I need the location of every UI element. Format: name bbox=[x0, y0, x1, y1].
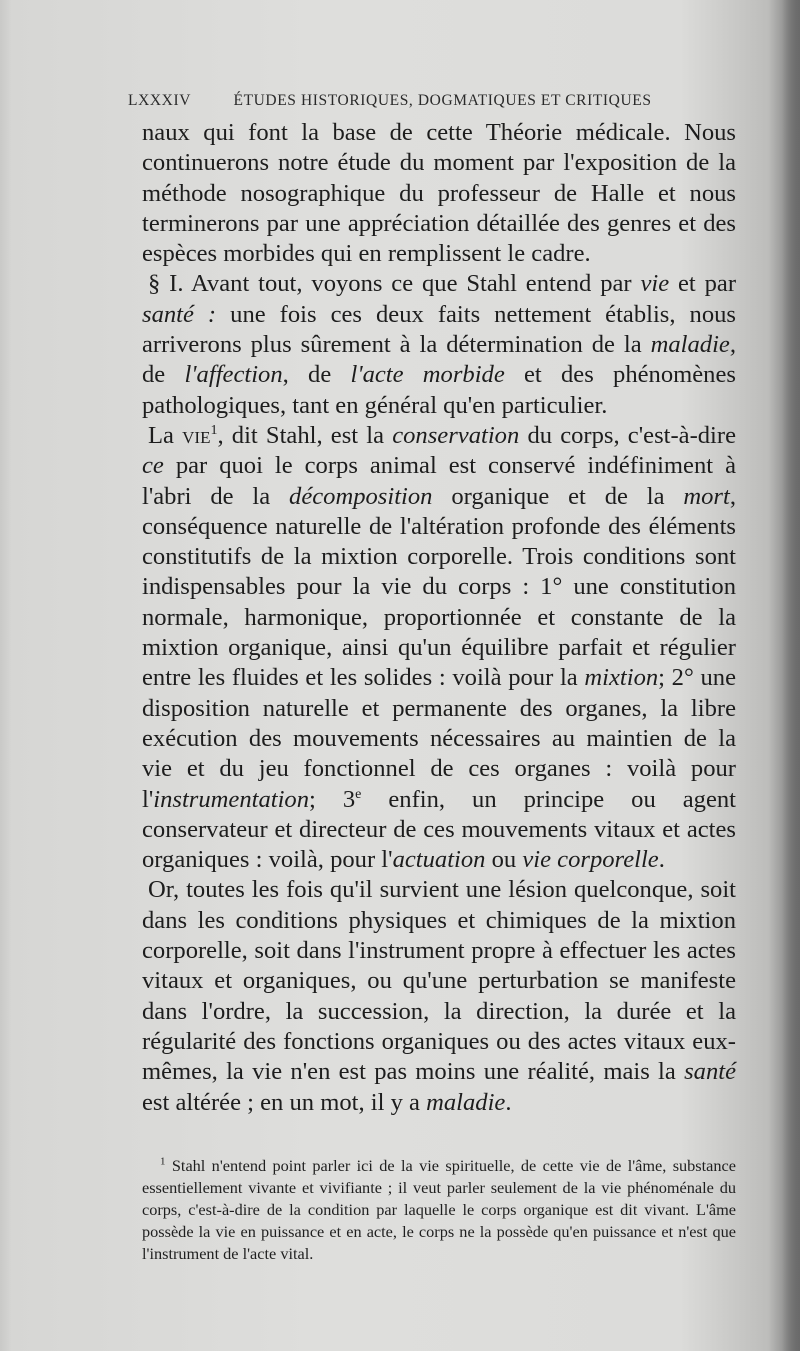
footnote-ref: 1 bbox=[210, 422, 218, 438]
italic-term: ce bbox=[142, 452, 164, 480]
footnote bbox=[142, 1155, 736, 1265]
italic-term: santé bbox=[684, 1058, 736, 1086]
text-segment: , dit Stahl, est la bbox=[217, 421, 393, 449]
footnote-mark: 1 bbox=[160, 1155, 166, 1168]
page-folio: LXXXIV bbox=[128, 92, 192, 109]
running-header bbox=[128, 92, 738, 110]
italic-term: décomposition bbox=[289, 482, 433, 510]
paragraph-2 bbox=[142, 269, 736, 420]
text-segment: et par bbox=[669, 270, 737, 298]
text-segment: et des phénomènes pathologiques, tant en général qu'en particulier. bbox=[142, 361, 736, 419]
italic-term: vie corporelle bbox=[522, 846, 659, 874]
text-segment: par quoi le corps animal est conservé indéfiniment à l'abri de la bbox=[142, 452, 736, 510]
text-segment: La bbox=[148, 421, 183, 449]
text-segment: de bbox=[142, 361, 185, 389]
italic-term: maladie, bbox=[650, 331, 736, 359]
italic-term: actuation bbox=[392, 846, 486, 874]
text-segment: ou bbox=[485, 846, 523, 874]
text-segment: est altérée ; en un mot, il y a bbox=[142, 1088, 427, 1116]
italic-term: santé : bbox=[142, 300, 217, 328]
italic-term: l'acte morbide bbox=[350, 361, 505, 389]
main-text bbox=[142, 118, 736, 1118]
ordinal-suffix: e bbox=[355, 786, 362, 802]
text-segment: organique et de la bbox=[432, 482, 684, 510]
footnote-body: Stahl n'entend point parler ici de la vie spirituelle, de cette vie de l'âme, substance essentiellement vivante et vivifiante ; il veut parler seulement de la vie phénoménale du corps, c'est-à-dire de la condition par laquelle le corps organique est dit vivant. L'âme possède la vie en puissance et en acte, le corps ne la possède qu'en puissance et n'est que l'instrument de l'acte vital. bbox=[142, 1156, 736, 1263]
paragraph-3 bbox=[142, 421, 736, 875]
italic-term: mort bbox=[683, 482, 730, 510]
paragraph-4 bbox=[142, 875, 736, 1117]
text-segment: une fois ces deux faits nettement établis, nous arriverons plus sûrement à la détermination de la bbox=[142, 300, 736, 359]
smallcaps-term: vie bbox=[182, 421, 211, 449]
text-segment: , conséquence naturelle de l'altération profonde des éléments constitutifs de la mixtion corporelle. Trois conditions sont indispensables pour la vie du corps : 1° une constitution normale, harmonique, proportionnée et constante de la mixtion organique, ainsi qu'un équilibre parfait et régulier entre les fluides et les solides : voilà pour la bbox=[142, 482, 736, 692]
italic-term: maladie bbox=[426, 1088, 506, 1116]
text-segment: Or, toutes les fois qu'il survient une lésion quelconque, soit dans les conditions physiques et chimiques de la mixtion corporelle, soit dans l'instrument propre à effectuer les actes vitaux et organiques, ou qu'une perturbation se manifeste dans l'ordre, la succession, la direction, la durée et la régularité des fonctions organiques ou des actes vitaux eux-mêmes, la vie n'en est pas moins une réalité, mais la bbox=[142, 876, 736, 1086]
text-segment: ; 3 bbox=[309, 785, 356, 813]
text-segment: , de bbox=[282, 361, 351, 389]
text-segment: ; 2° une disposition naturelle et permanente des organes, la libre exécution des mouvements nécessaires au maintien de la vie et du jeu fonctionnel de ces organes : voilà pour l' bbox=[142, 664, 736, 813]
italic-term: instrumentation bbox=[153, 785, 310, 813]
text-segment: enfin, un principe ou agent conservateur et directeur de ces mouvements vitaux et actes organiques : voilà, pour l' bbox=[142, 785, 737, 874]
running-title: ÉTUDES HISTORIQUES, DOGMATIQUES ET CRITIQUES bbox=[233, 92, 652, 109]
footnote-text bbox=[142, 1155, 736, 1265]
italic-term: vie bbox=[640, 270, 670, 298]
text-segment: . bbox=[505, 1088, 512, 1116]
text-segment: du corps, c'est-à-dire bbox=[519, 421, 736, 449]
paragraph-1: naux qui font la base de cette Théorie médicale. Nous continuerons notre étude du moment par l'exposition de la méthode nosographique du professeur de Halle et nous terminerons par une appréciation détaillée des genres et des espèces morbides qui en remplissent le cadre. bbox=[142, 119, 736, 268]
text-segment: § I. Avant tout, voyons ce que Stahl entend par bbox=[148, 270, 641, 298]
page-edge-shadow bbox=[782, 0, 800, 1351]
italic-term: l'affection bbox=[184, 361, 283, 389]
text-segment: . bbox=[658, 846, 665, 874]
italic-term: mixtion bbox=[584, 664, 659, 692]
italic-term: conservation bbox=[392, 421, 520, 449]
